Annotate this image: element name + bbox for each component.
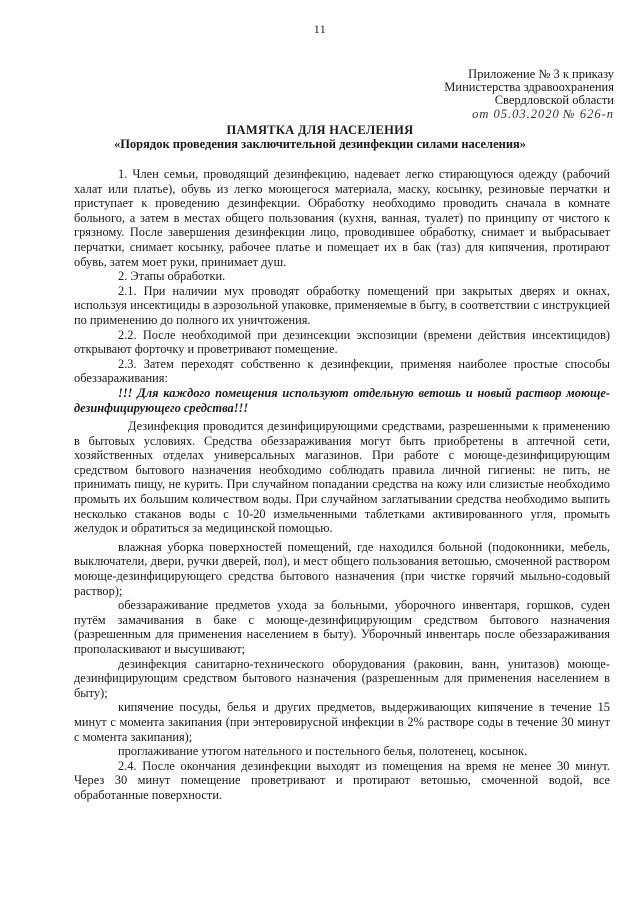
list-item-sanitary: дезинфекция санитарно-технического оборудования (раковин, ванн, унитазов) моюще-дезинфицирующим средством бытового назначения (разрешенным для применения населением в быту); bbox=[74, 656, 610, 700]
list-item-boiling: кипячение посуды, белья и других предметов, выдерживающих кипячение в течение 15 минут с момента закипания (при энтеровирусной инфекции в 2% растворе соды в течение 30 минут с момента закипания); bbox=[74, 700, 610, 744]
paragraph-2-1: 2.1. При наличии мух проводят обработку помещений при закрытых дверях и окнах, используя инсектициды в аэрозольной упаковке, применяемые в быту, в соответствии с инструкцией по применению до полного их уничтожения. bbox=[74, 283, 610, 327]
appendix-line-2: Министерства здравоохранения bbox=[444, 80, 614, 95]
order-date-number bbox=[444, 108, 614, 121]
list-item-ironing: проглаживание утюгом нательного и постельного белья, полотенец, косынок. bbox=[118, 744, 528, 759]
list-item-care-items: обеззараживание предметов ухода за больными, уборочного инвентаря, горшков, суден путём замачивания в баке с моюще-дезинфицирующим средством бытового назначения (разрешенным для применения населением в быту). Уборочный инвентарь после обеззараживания прополаскивают и высушивают; bbox=[74, 598, 610, 656]
appendix-line-3: Свердловской области bbox=[494, 93, 614, 108]
warning-note: !!! Для каждого помещения используют отдельную ветошь и новый раствор моюще-дезинфицирующего средства!!! bbox=[74, 385, 610, 415]
order-number: № 626-п bbox=[562, 106, 614, 121]
page-number: 11 bbox=[313, 22, 327, 36]
list-item-wet-cleaning: влажная уборка поверхностей помещений, где находился больной (подоконники, мебель, выключатели, двери, ручки дверей, пол), и мест общего пользования ветошью, смоченной раствором моюще-дезинфицирующего средства бытового назначения (при чистке горячий мыльно-содовый раствор); bbox=[74, 539, 610, 598]
paragraph-2-2: 2.2. После необходимой при дезинсекции экспозиции (времени действия инсектицидов) открывают форточку и проветривают помещение. bbox=[74, 327, 610, 357]
disinfection-info: Дезинфекция проводится дезинфицирующими средствами, разрешенными к применению в бытовых условиях. Средства обеззараживания могут быть приобретены в аптечной сети, хозяйственных отделах универсальных магазинов. При работе с моюще-дезинфицирующим средством бытового назначения необходимо соблюдать правила личной гигиены: не пить, не принимать пищу, не курить. При случайном попадании средства на кожу или слизистые необходимо промыть их большим количеством воды. При случайном заглатывании средства необходимо выпить несколько стаканов воды с 10-20 измельченными таблетками активированного угля, промыть желудок и обратиться за медицинской помощью. bbox=[74, 419, 610, 536]
document-title: ПАМЯТКА ДЛЯ НАСЕЛЕНИЯ bbox=[226, 123, 414, 137]
paragraph-2-4: 2.4. После окончания дезинфекции выходят из помещения на время не менее 30 минут. Через 30 минут помещение проветривают и протирают ветошью, смоченной водой, все обработанные поверхности. bbox=[74, 758, 610, 802]
document-subtitle: «Порядок проведения заключительной дезинфекции силами населения» bbox=[113, 137, 527, 151]
paragraph-2: 2. Этапы обработки. bbox=[118, 269, 226, 284]
document-body bbox=[74, 167, 610, 803]
paragraph-1: 1. Член семьи, проводящий дезинфекцию, надевает легко стирающуюся одежду (рабочий халат или платье), обувь из легко моющегося материала, маску, косынку, резиновые перчатки и приступает к проведению дезинфекции. Обработку необходимо проводить сначала в комнате больного, а затем в местах общего пользования (кухня, ванная, туалет) по принципу от чистого к грязному. После завершения дезинфекции лицо, проводившее обработку, снимает и выбрасывает перчатки, снимает косынку, рабочее платье и помещает их в бак (таз) для кипячения, протирают обувь, затем моет руки, принимает душ. bbox=[74, 167, 610, 269]
appendix-line-1: Приложение № 3 к приказу bbox=[468, 67, 614, 81]
appendix-block bbox=[444, 68, 614, 121]
paragraph-2-3: 2.3. Затем переходят собственно к дезинфекции, применяя наиболее простые способы обеззараживания: bbox=[74, 356, 610, 386]
order-date: от 05.03.2020 bbox=[472, 106, 560, 121]
